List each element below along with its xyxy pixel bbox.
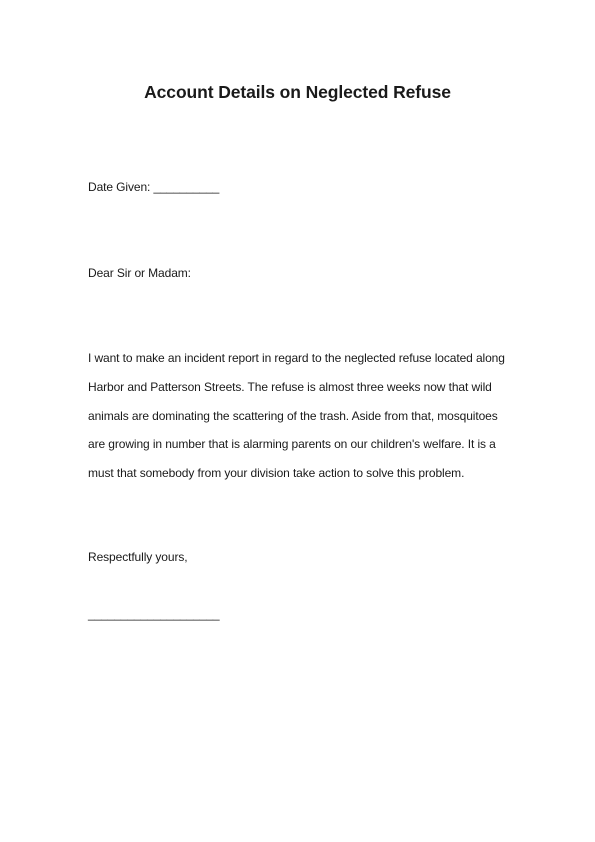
document-title: Account Details on Neglected Refuse [144,82,451,102]
body-paragraph [88,350,528,494]
salutation: Dear Sir or Madam: [88,266,191,280]
date-line: Date Given: __________ [88,180,220,194]
closing: Respectfully yours, [88,550,188,564]
body-line: animals are dominating the scattering of the trash. Aside from that, mosquitoes [88,408,498,423]
body-line: must that somebody from your division take action to solve this problem. [88,466,465,481]
body-line: are growing in number that is alarming parents on our children's welfare. It is a [88,437,496,452]
signature-line: ____________________ [88,607,220,621]
body-line: Harbor and Patterson Streets. The refuse is almost three weeks now that wild [88,379,492,394]
body-line: I want to make an incident report in regard to the neglected refuse located along [88,351,505,365]
